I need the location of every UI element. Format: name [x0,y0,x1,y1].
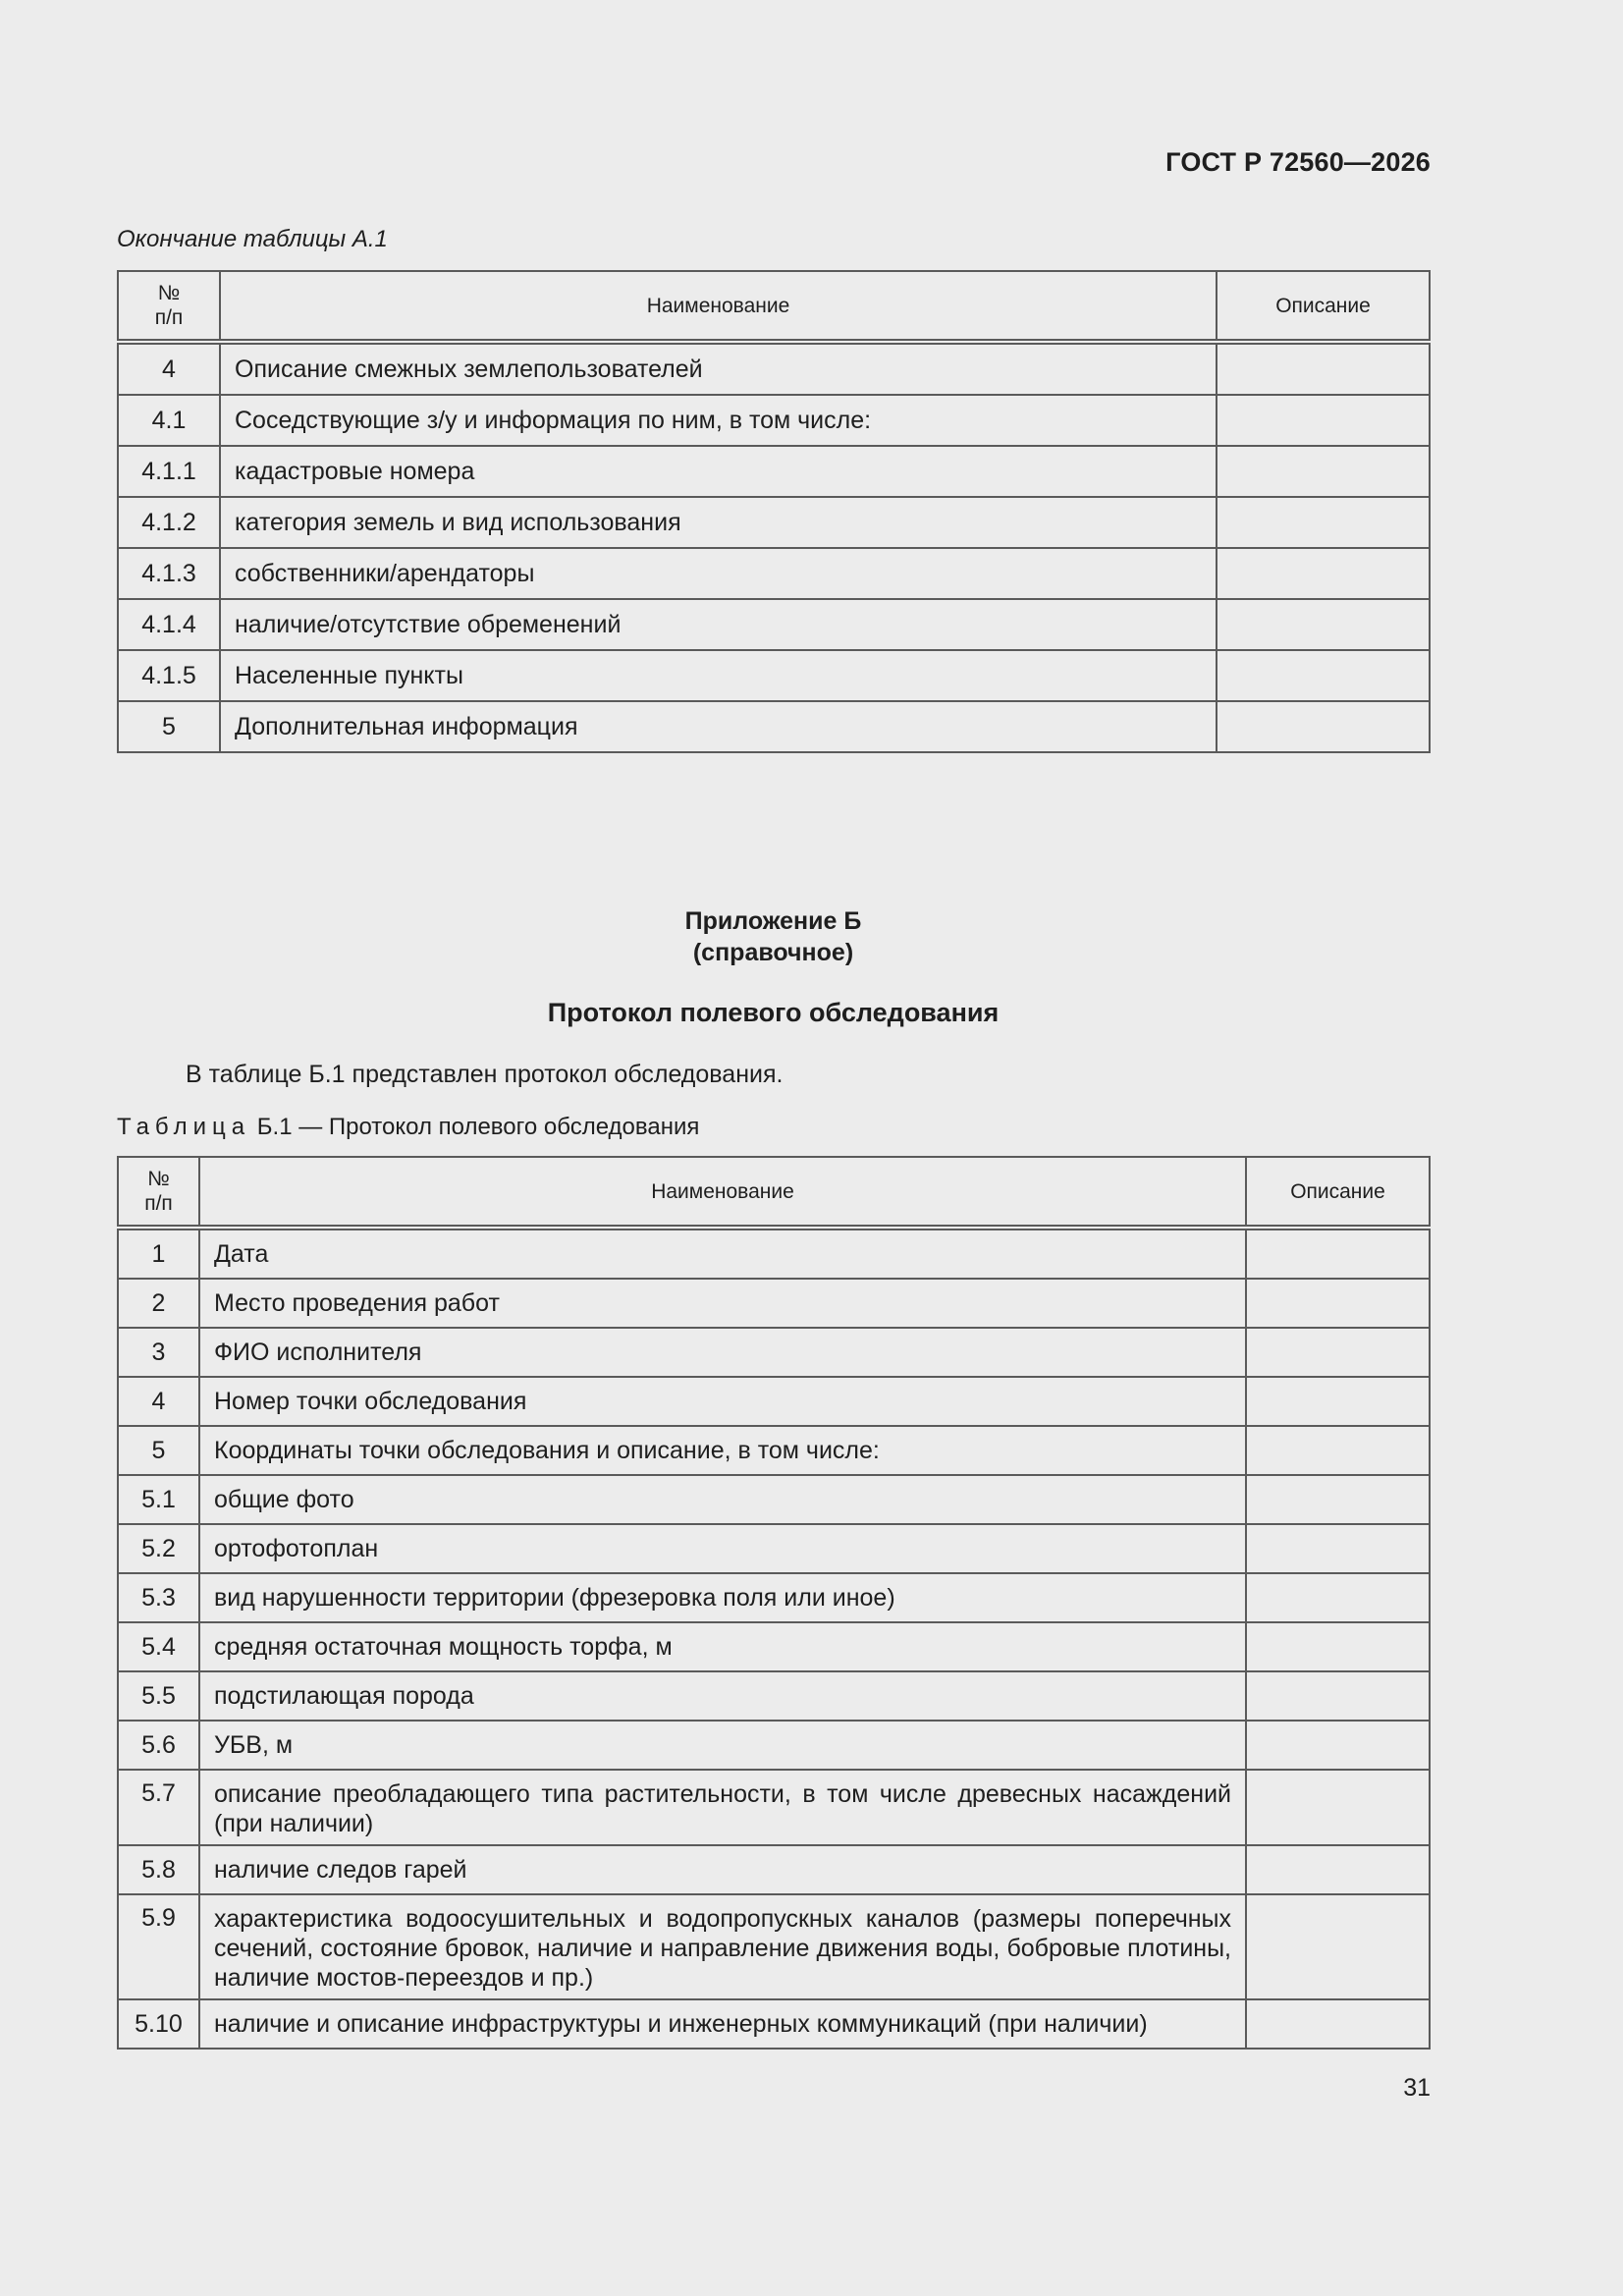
row-name: Описание смежных землепользователей [220,342,1217,395]
row-description [1246,1999,1430,2049]
row-description [1246,1228,1430,1279]
table-a1-caption: Окончание таблицы А.1 [117,226,388,252]
row-description [1217,446,1430,497]
table-header-row [118,271,1430,342]
row-number: 4.1.1 [118,446,220,497]
table-b1 [117,1156,1431,2050]
row-number: 5.8 [118,1845,199,1894]
row-description [1217,395,1430,446]
document-code: ГОСТ Р 72560—2026 [1165,147,1431,177]
row-number: 5.7 [118,1770,199,1845]
row-number: 5.4 [118,1622,199,1671]
row-description [1217,497,1430,548]
row-name: Населенные пункты [220,650,1217,701]
row-description [1246,1426,1430,1475]
row-number: 5.9 [118,1894,199,1999]
table-a1 [117,270,1431,753]
table-row [118,1228,1430,1279]
row-name: Соседствующие з/у и информация по ним, в том числе: [220,395,1217,446]
row-name: наличие следов гарей [199,1845,1246,1894]
row-description [1246,1894,1430,1999]
row-name: Дополнительная информация [220,701,1217,752]
row-number: 5.5 [118,1671,199,1721]
table-row [118,497,1430,548]
row-description [1217,599,1430,650]
row-number: 4.1.3 [118,548,220,599]
table-row [118,548,1430,599]
row-description [1246,1279,1430,1328]
table-row [118,1328,1430,1377]
row-name: наличие и описание инфраструктуры и инженерных коммуникаций (при наличии) [199,1999,1246,2049]
row-name: Место проведения работ [199,1279,1246,1328]
table-header-row [118,1157,1430,1228]
table-b1-caption [117,1114,699,1141]
row-number: 5.10 [118,1999,199,2049]
table-row [118,1573,1430,1622]
table-row [118,599,1430,650]
row-description [1246,1770,1430,1845]
row-description [1246,1377,1430,1426]
appendix-kind: (справочное) [692,939,854,966]
row-number: 5 [118,701,220,752]
page-number: 31 [1403,2074,1431,2102]
row-description [1217,548,1430,599]
appendix-label: Приложение Б [684,907,862,935]
row-description [1246,1573,1430,1622]
row-description [1246,1845,1430,1894]
row-name: кадастровые номера [220,446,1217,497]
row-name: описание преобладающего типа растительности, в том числе древесных насаждений (при наличии) [199,1770,1246,1845]
table-row [118,1671,1430,1721]
row-number: 1 [118,1228,199,1279]
row-name: собственники/арендаторы [220,548,1217,599]
table-row [118,1999,1430,2049]
table-row [118,1279,1430,1328]
row-name: Номер точки обследования [199,1377,1246,1426]
row-number: 5.6 [118,1721,199,1770]
row-name: наличие/отсутствие обременений [220,599,1217,650]
row-number: 5.3 [118,1573,199,1622]
table-row [118,1845,1430,1894]
row-name: ФИО исполнителя [199,1328,1246,1377]
table-caption-word: Таблица [117,1114,251,1140]
header-cell-name: Наименование [220,271,1217,342]
header-cell-name: Наименование [199,1157,1246,1228]
appendix-heading: Протокол полевого обследования [547,998,1000,1027]
row-number: 4.1.5 [118,650,220,701]
row-name: средняя остаточная мощность торфа, м [199,1622,1246,1671]
row-number: 4 [118,1377,199,1426]
row-number: 4.1 [118,395,220,446]
table-row [118,1377,1430,1426]
row-number: 4 [118,342,220,395]
header-cell-number [118,1157,199,1228]
row-description [1217,650,1430,701]
row-name: общие фото [199,1475,1246,1524]
table-row [118,342,1430,395]
table-row [118,1622,1430,1671]
header-cell-number [118,271,220,342]
header-number-abbr: п/п [154,306,184,329]
row-number: 5.1 [118,1475,199,1524]
header-cell-description: Описание [1246,1157,1430,1228]
header-number-abbr: п/п [144,1192,173,1215]
row-number: 5 [118,1426,199,1475]
table-row [118,1770,1430,1845]
row-description [1246,1671,1430,1721]
table-row [118,395,1430,446]
row-description [1246,1328,1430,1377]
row-name: ортофотоплан [199,1524,1246,1573]
table-row [118,650,1430,701]
table-row [118,1721,1430,1770]
row-name: характеристика водоосушительных и водопропускных каналов (размеры поперечных сечений, состояние бровок, наличие и направление движения воды, бобровые плотины, наличие мостов-переездов и пр.) [199,1894,1246,1999]
row-number: 2 [118,1279,199,1328]
header-cell-description: Описание [1217,271,1430,342]
row-description [1246,1524,1430,1573]
row-description [1217,701,1430,752]
row-description [1246,1721,1430,1770]
table-row [118,446,1430,497]
row-number: 4.1.4 [118,599,220,650]
row-description [1246,1475,1430,1524]
row-name: категория земель и вид использования [220,497,1217,548]
table-row [118,1475,1430,1524]
row-name: УБВ, м [199,1721,1246,1770]
header-number-sign: № [157,282,181,304]
row-description [1246,1622,1430,1671]
table-row [118,1524,1430,1573]
row-number: 4.1.2 [118,497,220,548]
row-description [1217,342,1430,395]
table-row [118,1426,1430,1475]
table-caption-title: Б.1 — Протокол полевого обследования [250,1114,700,1140]
header-number-sign: № [147,1168,170,1190]
row-number: 3 [118,1328,199,1377]
row-name: подстилающая порода [199,1671,1246,1721]
table-row [118,701,1430,752]
row-name: Дата [199,1228,1246,1279]
table-row [118,1894,1430,1999]
intro-paragraph: В таблице Б.1 представлен протокол обследования. [186,1061,784,1088]
row-name: Координаты точки обследования и описание, в том числе: [199,1426,1246,1475]
row-number: 5.2 [118,1524,199,1573]
row-name: вид нарушенности территории (фрезеровка поля или иное) [199,1573,1246,1622]
